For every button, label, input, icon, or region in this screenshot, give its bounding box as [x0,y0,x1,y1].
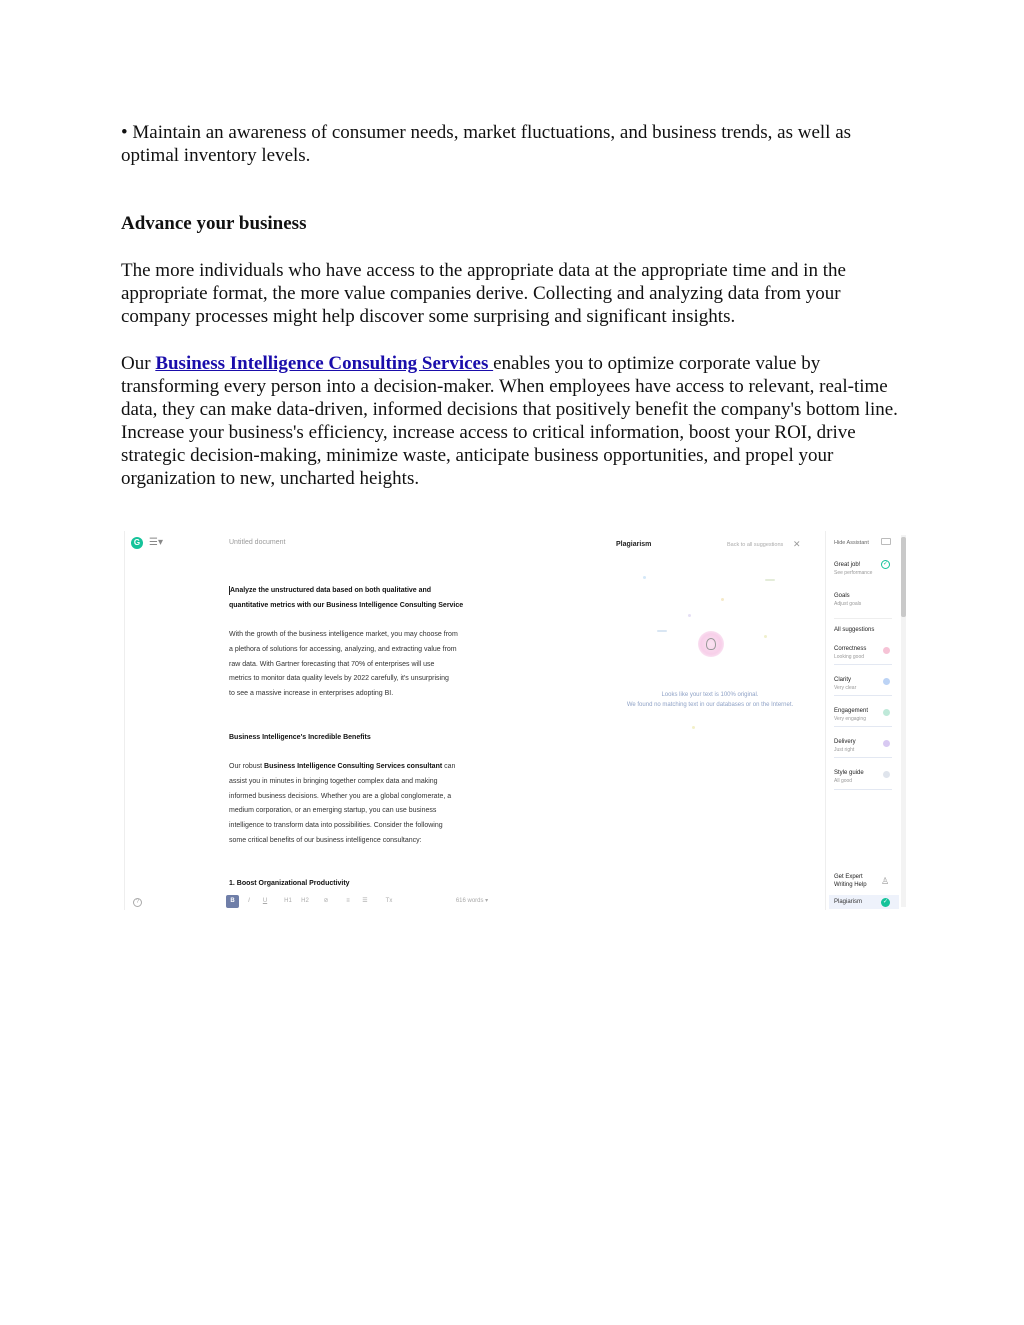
category-underline [834,726,892,727]
plagiarism-tab[interactable] [829,895,899,909]
editor-line: some critical benefits of our business intelligence consultancy: [229,836,422,844]
panel-toggle-icon[interactable] [881,538,891,545]
scrollbar-thumb[interactable] [901,537,906,617]
plagiarism-title: Plagiarism [616,541,652,548]
clear-format-icon[interactable]: Tx [385,898,393,904]
format-toolbar [125,895,825,909]
category-status: All good [834,778,853,784]
document-title[interactable]: Untitled document [229,539,286,546]
all-suggestions-item[interactable] [834,626,894,634]
underline-button[interactable]: U [262,898,268,904]
ordered-list-icon[interactable]: ≡ [346,898,350,904]
category-status: Very engaging [834,716,866,722]
clarity-indicator-icon [883,678,890,685]
word-count[interactable]: 616 words ▾ [455,898,489,904]
adjust-goals-label: Adjust goals [834,601,862,607]
editor-title-line2: quantitative metrics with our Business Intelligence Consulting Service [229,601,464,609]
paragraph-prefix: Our [121,353,156,374]
see-performance-label: See performance [834,570,873,576]
divider [834,618,892,619]
editor-title-line1: Analyze the unstructured data based on both qualitative and [230,587,432,594]
editor-bold-text: Business Intelligence Consulting Services consultant [264,763,443,770]
italic-button[interactable]: I [248,898,250,904]
decor-dash [765,579,775,581]
editor-line: informed business decisions. Whether you are a global conglomerate, a [229,792,452,800]
all-suggestions-label: All suggestions [834,627,875,633]
editor-heading-benefits[interactable]: Business Intelligence's Incredible Benefits [229,734,371,741]
close-icon[interactable]: ✕ [793,539,801,549]
category-name: Correctness [834,646,867,652]
category-underline [834,789,892,790]
bullet-list-icon[interactable]: ☰ [362,898,368,904]
paragraph-services [121,352,901,490]
category-underline [834,757,892,758]
editor-paragraph-2[interactable] [229,760,519,849]
decor-dot [688,614,691,617]
editor-line: With the growth of the business intelligence market, you may choose from [229,631,458,638]
editor-line: to see a massive increase in enterprises adopting BI. [229,690,394,698]
category-underline [834,664,892,665]
style-guide-indicator-icon [883,771,890,778]
editor-line: assist you in minutes in bringing together complex data and making [229,777,438,785]
category-status: Looking good [834,654,865,660]
category-name: Delivery [834,739,856,745]
menu-icon[interactable]: ☰▾ [149,537,163,548]
delivery-indicator-icon [883,740,890,747]
decor-dot [643,576,646,579]
check-icon: ✓ [882,899,889,905]
link-icon[interactable]: ⊘ [323,898,329,904]
editor-text: Our robust [229,763,265,770]
back-to-suggestions-link[interactable]: Back to all suggestions [727,542,784,548]
category-status: Just right [834,747,855,753]
editor-screenshot [124,531,907,910]
bi-consulting-link[interactable]: Business Intelligence Consulting Services [155,353,494,374]
editor-line [229,760,519,775]
heading2-button[interactable]: H2 [301,898,309,904]
paragraph-rest: enables you to optimize corporate value by transforming every person into a decision-maker. When employees have access to relevant, real-time data, they can make data-driven, informed decisions that positively benefit the company's bottom line. Increase your business's efficiency, increase access to critical information, boost your ROI, drive strategic decision-making, minimize waste, anticipate business opportunities, and propel your organization to new, uncharted heights. [121,353,898,489]
expert-line1: Get Expert [834,874,863,880]
category-name: Style guide [834,770,864,776]
category-status: Very clear [834,685,857,691]
editor-title[interactable] [229,584,519,614]
category-underline [834,695,892,696]
category-name: Clarity [834,677,852,683]
person-icon: ♙ [881,876,890,886]
editor-line: metrics to monitor data quality levels by 2022 carefully, it's unsurprising [229,675,449,683]
editor-line: medium corporation, or an emerging startup, you can use business [229,807,437,815]
goals-label: Goals [834,593,850,599]
plagiarism-tab-label: Plagiarism [834,899,863,905]
assistant-sidebar [825,531,907,910]
expert-line2: Writing Help [834,882,867,888]
editor-line: a plethora of solutions for accessing, analyzing, and extracting value from [229,645,457,653]
decor-dot [692,726,695,729]
correctness-indicator-icon [883,647,890,654]
bullet-paragraph: • Maintain an awareness of consumer needs, market fluctuations, and business trends, as well as optimal inventory levels. [121,122,852,166]
lightbulb-icon [698,631,724,657]
grammarly-logo-icon[interactable]: G [131,537,143,549]
editor-paragraph-1[interactable] [229,628,519,702]
heading1-button[interactable]: H1 [284,898,292,904]
goals-item[interactable] [834,592,894,608]
decor-dot [721,598,724,601]
engagement-indicator-icon [883,709,890,716]
great-job-label: Great job! [834,562,861,568]
decor-dash [657,630,667,632]
category-name: Engagement [834,708,869,714]
hide-assistant-label: Hide Assistant [834,540,869,546]
decor-dot [764,635,767,638]
bold-button[interactable]: B [226,895,239,908]
editor-line: raw data. With Gartner forecasting that 70% of enterprises will use [229,660,435,668]
original-text-message: Looks like your text is 100% original. [661,692,759,698]
sidebar-scrollbar[interactable] [901,535,906,907]
check-icon: ✓ [882,561,889,567]
editor-heading-productivity[interactable]: 1. Boost Organizational Productivity [229,880,350,887]
section-heading: Advance your business [121,213,307,234]
editor-text: can [442,763,456,770]
bulb-outline [706,638,716,650]
no-match-message: We found no matching text in our databases or on the Internet. [626,702,794,708]
help-icon[interactable]: ? [133,898,142,907]
editor-line: intelligence to transform data into possibilities. Consider the following [229,822,443,830]
paragraph-intro: The more individuals who have access to the appropriate data at the appropriate time and in the appropriate format, the more value companies derive. Collecting and analyzing data from your company processes might help discover some surprising and significant insights. [121,260,846,327]
